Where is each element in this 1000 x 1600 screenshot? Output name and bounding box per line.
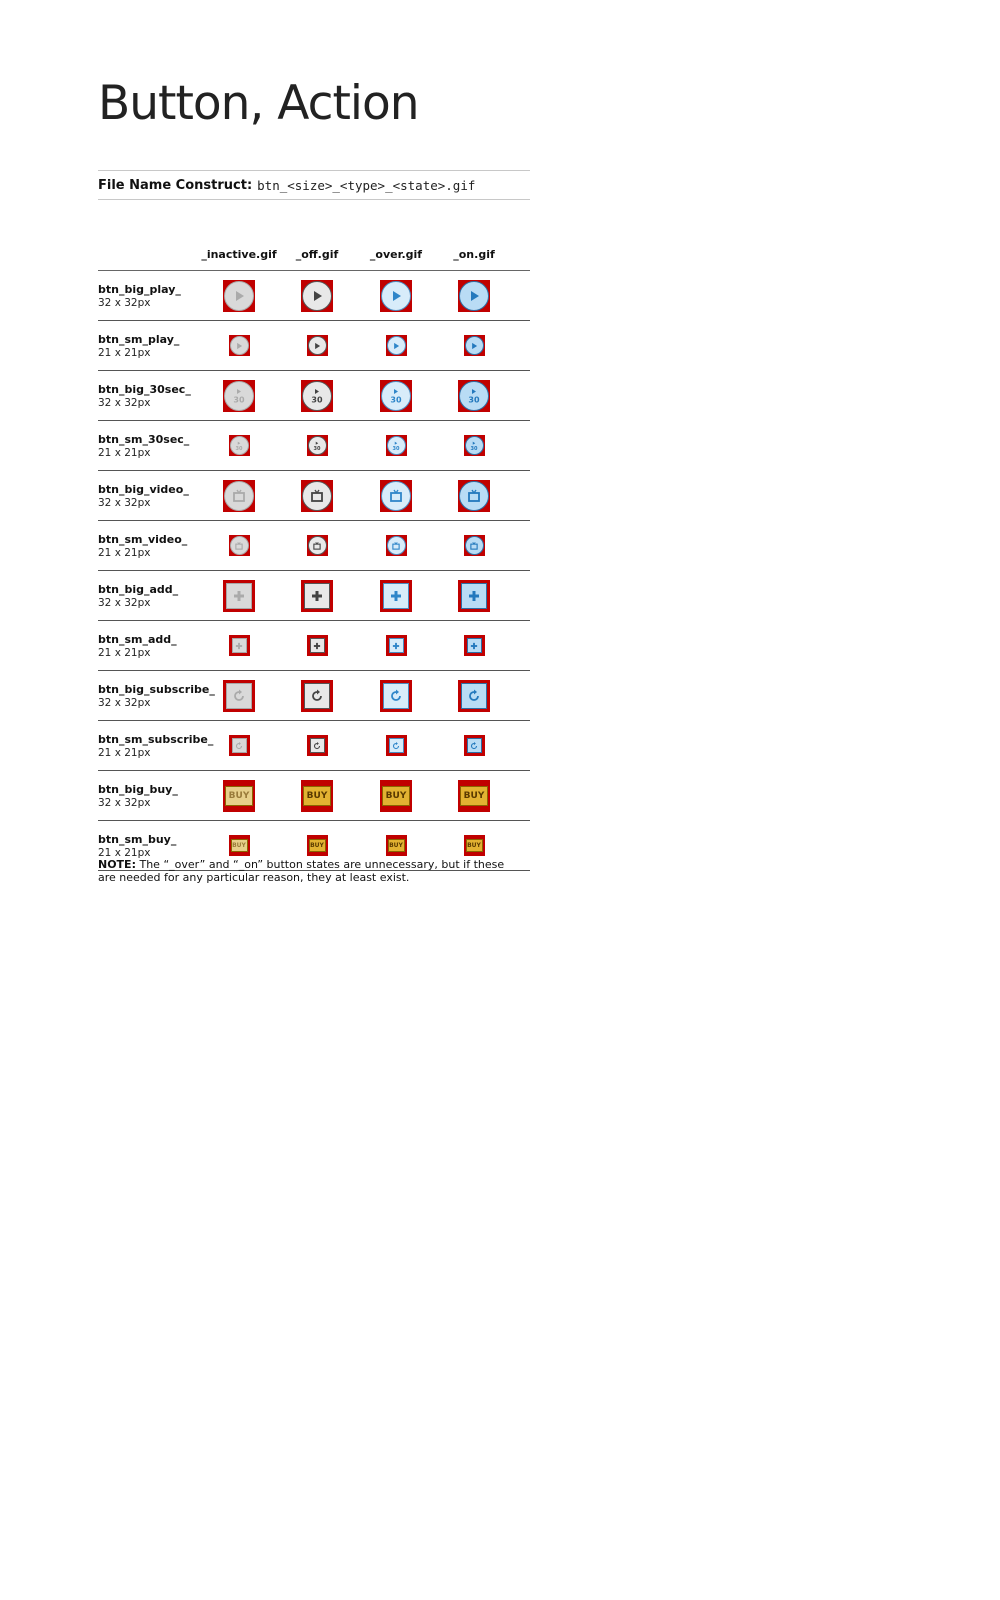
- refresh-icon: [232, 738, 247, 753]
- button-file-prefix: btn_sm_play_: [98, 333, 180, 346]
- btn-sm-add-inactive-button[interactable]: [229, 635, 250, 656]
- column-header-on: _on.gif: [453, 248, 495, 261]
- btn-sm-subscribe-on-button[interactable]: [464, 735, 485, 756]
- state-cell-over: [366, 421, 426, 470]
- button-dimensions: 32 x 32px: [98, 397, 151, 409]
- buy-icon: BUY: [466, 839, 483, 852]
- plus-icon: [232, 638, 247, 653]
- table-row: [98, 421, 530, 471]
- plus-icon: [461, 583, 487, 609]
- tv-icon: [459, 481, 489, 511]
- state-cell-off: [287, 321, 347, 370]
- state-cell-on: [444, 371, 504, 420]
- table-row: [98, 271, 530, 321]
- table-body: [98, 271, 530, 871]
- state-cell-on: [444, 271, 504, 320]
- refresh-icon: [461, 683, 487, 709]
- state-cell-over: [366, 671, 426, 720]
- play-icon: [224, 281, 254, 311]
- btn-sm-play-off-button[interactable]: [307, 335, 328, 356]
- buy-icon: BUY: [382, 786, 410, 806]
- plus-icon: [383, 583, 409, 609]
- btn-sm-subscribe-over-button[interactable]: [386, 735, 407, 756]
- table-row: [98, 671, 530, 721]
- button-file-prefix: btn_sm_subscribe_: [98, 733, 214, 746]
- tv-icon: [230, 536, 249, 555]
- state-cell-on: [444, 771, 504, 820]
- button-dimensions: 32 x 32px: [98, 597, 151, 609]
- 30sec-icon: [230, 436, 249, 455]
- btn-big-buy-inactive-button[interactable]: [223, 780, 255, 812]
- table-row: [98, 471, 530, 521]
- btn-sm-add-over-button[interactable]: [386, 635, 407, 656]
- btn-sm-30sec-over-button[interactable]: [386, 435, 407, 456]
- buy-icon: BUY: [303, 786, 331, 806]
- button-file-prefix: btn_big_30sec_: [98, 383, 191, 396]
- table-row: [98, 571, 530, 621]
- state-cell-off: [287, 671, 347, 720]
- state-cell-inactive: [209, 721, 269, 770]
- button-file-prefix: btn_big_play_: [98, 283, 181, 296]
- state-cell-off: [287, 721, 347, 770]
- button-file-prefix: btn_sm_video_: [98, 533, 188, 546]
- button-file-prefix: btn_big_add_: [98, 583, 179, 596]
- tv-icon: [381, 481, 411, 511]
- state-cell-over: [366, 321, 426, 370]
- btn-big-subscribe-on-button[interactable]: [458, 680, 490, 712]
- btn-sm-add-off-button[interactable]: [307, 635, 328, 656]
- button-dimensions: 32 x 32px: [98, 297, 151, 309]
- btn-big-30sec-on-button[interactable]: [458, 380, 490, 412]
- table-header: [98, 244, 530, 271]
- state-cell-inactive: [209, 671, 269, 720]
- state-cell-over: [366, 471, 426, 520]
- btn-sm-video-over-button[interactable]: [386, 535, 407, 556]
- 30sec-icon: [465, 436, 484, 455]
- icon-30-label: 30: [468, 395, 480, 404]
- state-cell-on: [444, 471, 504, 520]
- plus-icon: [226, 583, 252, 609]
- plus-icon: [304, 583, 330, 609]
- play-icon: [459, 281, 489, 311]
- state-cell-on: [444, 721, 504, 770]
- button-dimensions: 32 x 32px: [98, 497, 151, 509]
- refresh-icon: [304, 683, 330, 709]
- btn-sm-30sec-off-button[interactable]: [307, 435, 328, 456]
- btn-big-video-off-button[interactable]: [301, 480, 333, 512]
- button-dimensions: 32 x 32px: [98, 797, 151, 809]
- button-dimensions: 21 x 21px: [98, 847, 151, 859]
- play-icon: [230, 336, 249, 355]
- btn-big-30sec-inactive-button[interactable]: [223, 380, 255, 412]
- btn-big-add-inactive-button[interactable]: [223, 580, 255, 612]
- 30sec-icon: [302, 381, 332, 411]
- buy-icon: BUY: [388, 839, 405, 852]
- refresh-icon: [310, 738, 325, 753]
- state-cell-over: [366, 521, 426, 570]
- table-row: [98, 371, 530, 421]
- btn-big-30sec-off-button[interactable]: [301, 380, 333, 412]
- state-cell-on: [444, 321, 504, 370]
- btn-big-buy-off-button[interactable]: [301, 780, 333, 812]
- state-cell-inactive: [209, 571, 269, 620]
- icon-30-label: 30: [390, 395, 402, 404]
- state-cell-on: [444, 521, 504, 570]
- icon-30-label: 30: [392, 445, 400, 451]
- state-cell-off: [287, 371, 347, 420]
- btn-big-add-over-button[interactable]: [380, 580, 412, 612]
- state-cell-over: [366, 721, 426, 770]
- button-file-prefix: btn_big_subscribe_: [98, 683, 215, 696]
- btn-big-buy-on-button[interactable]: [458, 780, 490, 812]
- table-row: [98, 521, 530, 571]
- btn-sm-buy-off-button[interactable]: [307, 835, 328, 856]
- state-cell-inactive: [209, 521, 269, 570]
- refresh-icon: [383, 683, 409, 709]
- button-file-prefix: btn_sm_30sec_: [98, 433, 190, 446]
- btn-sm-30sec-inactive-button[interactable]: [229, 435, 250, 456]
- button-dimensions: 21 x 21px: [98, 347, 151, 359]
- buy-icon: BUY: [231, 839, 248, 852]
- btn-big-video-on-button[interactable]: [458, 480, 490, 512]
- btn-big-video-over-button[interactable]: [380, 480, 412, 512]
- tv-icon: [224, 481, 254, 511]
- btn-sm-video-inactive-button[interactable]: [229, 535, 250, 556]
- file-name-construct-value: btn_<size>_<type>_<state>.gif: [257, 177, 476, 193]
- play-icon: [302, 281, 332, 311]
- button-file-prefix: btn_sm_add_: [98, 633, 177, 646]
- icon-30-label: 30: [311, 395, 323, 404]
- state-cell-off: [287, 621, 347, 670]
- refresh-icon: [389, 738, 404, 753]
- button-dimensions: 21 x 21px: [98, 447, 151, 459]
- 30sec-icon: [308, 436, 327, 455]
- icon-30-label: 30: [235, 445, 243, 451]
- column-header-over: _over.gif: [369, 248, 423, 261]
- button-file-prefix: btn_big_video_: [98, 483, 189, 496]
- state-cell-inactive: [209, 321, 269, 370]
- 30sec-icon: [459, 381, 489, 411]
- state-cell-off: [287, 471, 347, 520]
- btn-big-buy-over-button[interactable]: [380, 780, 412, 812]
- button-dimensions: 21 x 21px: [98, 747, 151, 759]
- btn-sm-buy-over-button[interactable]: [386, 835, 407, 856]
- state-cell-on: [444, 621, 504, 670]
- tv-icon: [387, 536, 406, 555]
- state-cell-off: [287, 521, 347, 570]
- 30sec-icon: [381, 381, 411, 411]
- button-dimensions: 21 x 21px: [98, 547, 151, 559]
- plus-icon: [310, 638, 325, 653]
- state-cell-over: [366, 621, 426, 670]
- btn-sm-buy-on-button[interactable]: [464, 835, 485, 856]
- buy-icon: BUY: [309, 839, 326, 852]
- state-cell-on: [444, 571, 504, 620]
- btn-sm-video-on-button[interactable]: [464, 535, 485, 556]
- button-file-prefix: btn_big_buy_: [98, 783, 178, 796]
- play-icon: [387, 336, 406, 355]
- refresh-icon: [226, 683, 252, 709]
- play-icon: [465, 336, 484, 355]
- btn-big-play-inactive-button[interactable]: [223, 280, 255, 312]
- btn-sm-subscribe-off-button[interactable]: [307, 735, 328, 756]
- btn-big-subscribe-over-button[interactable]: [380, 680, 412, 712]
- play-icon: [308, 336, 327, 355]
- button-dimensions: 21 x 21px: [98, 647, 151, 659]
- file-name-construct: [98, 170, 530, 200]
- state-cell-inactive: [209, 771, 269, 820]
- state-cell-inactive: [209, 271, 269, 320]
- buy-icon: BUY: [225, 786, 253, 806]
- 30sec-icon: [224, 381, 254, 411]
- btn-big-play-off-button[interactable]: [301, 280, 333, 312]
- btn-sm-buy-inactive-button[interactable]: [229, 835, 250, 856]
- btn-sm-play-on-button[interactable]: [464, 335, 485, 356]
- tv-icon: [308, 536, 327, 555]
- btn-big-play-on-button[interactable]: [458, 280, 490, 312]
- note-text: The “_over” and “_on” button states are unnecessary, but if these are needed for any particular reason, they at least exist.: [98, 858, 505, 884]
- btn-sm-play-inactive-button[interactable]: [229, 335, 250, 356]
- refresh-icon: [467, 738, 482, 753]
- state-cell-off: [287, 421, 347, 470]
- plus-icon: [389, 638, 404, 653]
- icon-30-label: 30: [470, 445, 478, 451]
- state-cell-off: [287, 571, 347, 620]
- column-header-inactive: _inactive.gif: [201, 248, 277, 261]
- button-file-prefix: btn_sm_buy_: [98, 833, 177, 846]
- state-cell-inactive: [209, 471, 269, 520]
- btn-sm-video-off-button[interactable]: [307, 535, 328, 556]
- buy-icon: BUY: [460, 786, 488, 806]
- state-cell-inactive: [209, 421, 269, 470]
- table-row: [98, 621, 530, 671]
- btn-big-30sec-over-button[interactable]: [380, 380, 412, 412]
- button-state-table: [98, 244, 530, 871]
- btn-sm-subscribe-inactive-button[interactable]: [229, 735, 250, 756]
- btn-big-add-off-button[interactable]: [301, 580, 333, 612]
- 30sec-icon: [387, 436, 406, 455]
- table-row: [98, 321, 530, 371]
- state-cell-inactive: [209, 371, 269, 420]
- btn-big-add-on-button[interactable]: [458, 580, 490, 612]
- btn-big-subscribe-off-button[interactable]: [301, 680, 333, 712]
- btn-sm-add-on-button[interactable]: [464, 635, 485, 656]
- btn-big-subscribe-inactive-button[interactable]: [223, 680, 255, 712]
- state-cell-inactive: [209, 621, 269, 670]
- plus-icon: [467, 638, 482, 653]
- state-cell-on: [444, 671, 504, 720]
- btn-big-play-over-button[interactable]: [380, 280, 412, 312]
- column-header-off: _off.gif: [295, 248, 339, 261]
- btn-sm-play-over-button[interactable]: [386, 335, 407, 356]
- state-cell-off: [287, 771, 347, 820]
- page-title: Button, Action: [98, 76, 419, 131]
- file-name-construct-label: File Name Construct:: [98, 177, 253, 193]
- table-row: [98, 721, 530, 771]
- state-cell-on: [444, 421, 504, 470]
- btn-big-video-inactive-button[interactable]: [223, 480, 255, 512]
- note-label: NOTE:: [98, 858, 136, 871]
- state-cell-off: [287, 271, 347, 320]
- tv-icon: [302, 481, 332, 511]
- state-cell-over: [366, 571, 426, 620]
- button-dimensions: 32 x 32px: [98, 697, 151, 709]
- footnote: [98, 858, 518, 884]
- icon-30-label: 30: [313, 445, 321, 451]
- state-cell-over: [366, 271, 426, 320]
- btn-sm-30sec-on-button[interactable]: [464, 435, 485, 456]
- state-cell-over: [366, 371, 426, 420]
- icon-30-label: 30: [233, 395, 245, 404]
- state-cell-over: [366, 771, 426, 820]
- play-icon: [381, 281, 411, 311]
- table-row: [98, 771, 530, 821]
- tv-icon: [465, 536, 484, 555]
